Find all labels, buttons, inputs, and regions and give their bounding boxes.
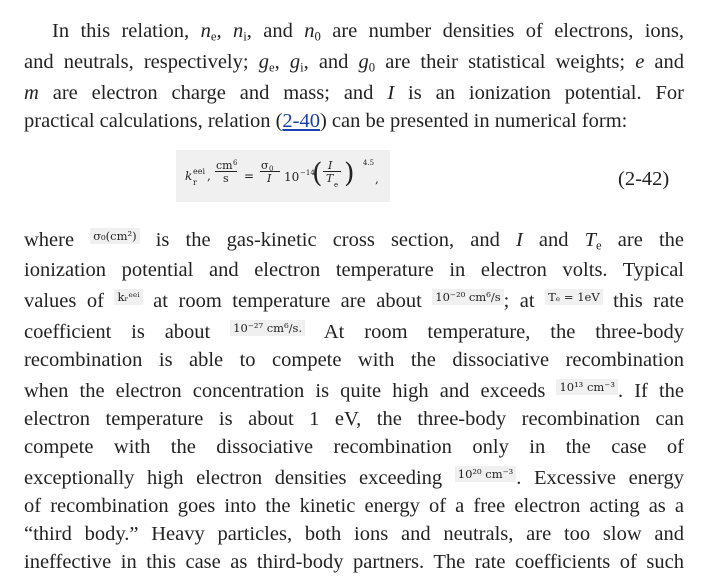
- equation-number: (2-42): [618, 168, 670, 190]
- sigma-denominator: I: [267, 172, 272, 185]
- temperature-fraction: [323, 158, 341, 188]
- paragraph-2-line-2: ionization potential and electron temperature in electron volts. Typical: [24, 259, 684, 281]
- paragraph-1-line-1: In this relation, $n_e$, $n_i$, and $n_0$ are number densities of electrons, ions,: [52, 20, 685, 44]
- concentration-threshold-1ev: 10²⁰ cm⁻³: [455, 466, 517, 482]
- equals-sign: =: [244, 169, 255, 183]
- paragraph-2-line-6: when the electron concentration is quite high and exceeds 10¹³ cm⁻³ . If the: [24, 380, 684, 402]
- equation-2-40-link[interactable]: 2-40: [282, 110, 320, 132]
- power-of-ten: 10: [284, 170, 300, 184]
- rate-coefficient-symbol: k: [185, 169, 193, 183]
- sigma-subscript: 0: [269, 165, 274, 173]
- paragraph-1-line-3: m are electron charge and mass; and I is an ionization potential. For: [24, 82, 685, 104]
- paragraph-2-line-7: electron temperature is about 1 eV, the three-body recombination can: [24, 408, 684, 430]
- paragraph-2-line-11: “third body.” Heavy particles, both ions and neutrals, are too slow and: [24, 523, 684, 545]
- ratio-denominator-subscript: e: [334, 181, 339, 189]
- equation-comma-1: ,: [207, 169, 211, 183]
- paragraph-2-line-5: recombination is able to compete with the dissociative recombination: [24, 349, 684, 371]
- paragraph-2-line-9: exceptionally high electron densities exceeding 10²⁰ cm⁻³ . Excessive energy: [24, 467, 685, 489]
- paragraph-2-line-12: ineffective in this case as third-body partners. The rate coefficients of such: [24, 551, 684, 573]
- rate-value-room-temp: 10⁻²⁰ cm⁶/s: [432, 289, 503, 305]
- paragraph-1-line-2: and neutrals, respectively; $g_e$, $g_i$, and $g_0$ are their statistical weights; e and: [24, 51, 685, 75]
- unit-denominator: s: [223, 172, 229, 185]
- paragraph-2-line-8: compete with the dissociative recombination only in the case of: [24, 436, 684, 458]
- paragraph-2-line-4: coefficient is about 10⁻²⁷ cm⁶/s. At room temperature, the three-body: [24, 321, 685, 343]
- power-of-ten-exponent: −14: [300, 169, 315, 177]
- paragraph-2-line-1: where σ₀(cm²) is the gas-kinetic cross section, and I and $T_e$ are the: [24, 229, 684, 253]
- temperature-1ev: Tₑ = 1eV: [545, 289, 603, 305]
- ratio-exponent: 4.5: [363, 159, 375, 167]
- rate-coefficient-superscript: eei: [193, 167, 206, 176]
- rate-value-1ev: 10⁻²⁷ cm⁶/s.: [230, 320, 305, 336]
- unit-numerator: cm: [216, 159, 233, 172]
- ratio-denominator: T: [326, 172, 334, 185]
- left-parenthesis: (: [312, 158, 323, 189]
- right-parenthesis: ): [344, 158, 355, 189]
- paragraph-1-line-4: practical calculations, relation (2-40) can be presented in numerical form:: [24, 110, 628, 132]
- ratio-numerator: I: [328, 159, 333, 172]
- paragraph-2-line-10: of recombination goes into the kinetic energy of a free electron acting as a: [24, 495, 684, 517]
- unit-fraction: [215, 158, 237, 186]
- rate-coefficient-inline: kᵣᵉᵉⁱ: [114, 289, 142, 305]
- sigma-fraction: [260, 158, 280, 186]
- sigma-symbol: σ: [261, 159, 269, 172]
- equation-2-42: [176, 150, 390, 202]
- concentration-threshold-room: 10¹³ cm⁻³: [556, 379, 618, 395]
- rate-coefficient-subscript: r: [193, 178, 197, 187]
- cross-section-symbol: σ₀(cm²): [90, 228, 139, 244]
- paragraph-2-line-3: values of kᵣᵉᵉⁱ at room temperature are about 10⁻²⁰ cm⁶/s ; at Tₑ = 1eV this rate: [24, 290, 684, 312]
- unit-numerator-exponent: 6: [233, 159, 238, 167]
- equation-comma-2: ,: [375, 172, 379, 186]
